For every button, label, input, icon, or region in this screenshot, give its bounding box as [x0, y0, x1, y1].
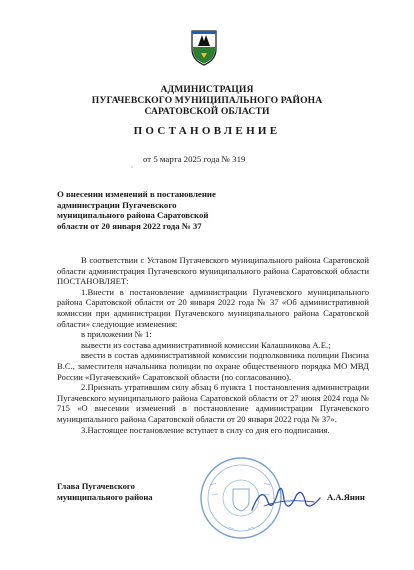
handwritten-signature [244, 480, 334, 520]
body-paragraph: 3.Настоящее постановление вступает в силу со дня его подписания. [81, 424, 330, 435]
subject-line: муниципального района Саратовской [57, 210, 209, 220]
subject-line: О внесении изменений в постановление [57, 189, 216, 199]
body-paragraph: в приложении № 1: [81, 329, 152, 340]
body-paragraph: ввести в состав административной комиссии подполковника полиции Писина В.С., заместителя начальника полиции по охране общественного порядка МО МВД России «Пугачевский» Саратовской области (по согласованию). [57, 350, 369, 382]
subject-line: области от 20 января 2022 года № 37 [57, 220, 202, 231]
signatory-position-line: муниципального района [57, 491, 153, 502]
signatory-position-line: Глава Пугачевского [57, 481, 135, 491]
header-line-2: ПУГАЧЕВСКОГО МУНИЦИПАЛЬНОГО РАЙОНА [91, 95, 323, 106]
subject-line: администрации Пугачевского [57, 199, 177, 210]
coat-of-arms-emblem-icon [189, 27, 219, 67]
body-paragraph: 1.Внести в постановление администрации Пугачевского муниципального района Саратовской области от 20 января 2022 года № 37 «Об административной комиссии при администрации Пугачевского муниципального района Саратовской области» следующие изменения: [57, 286, 369, 329]
header-line-1: АДМИНИСТРАЦИЯ [160, 84, 254, 95]
signatory-name: А.А.Янин [327, 492, 365, 502]
signatory-position [57, 481, 153, 502]
body-paragraph: вывести из состава административной комиссии Калашникова А.Е.; [81, 339, 331, 350]
body-paragraph: В соответствии с Уставом Пугачевского муниципального района Саратовской области администрация Пугачевского муниципального района Саратовской области ПОСТАНОВЛЯЕТ: [57, 255, 369, 287]
body-paragraph: 2.Признать утратившим силу абзац 6 пункта 1 постановления администрации Пугачевского муниципального района Саратовской области от 27 июня 2024 года № 715 «О внесении изменений в постановление администрации Пугачевского муниципального района Саратовской области от 20 января 2022 года № 37». [57, 382, 369, 424]
document-date-number: от 5 марта 2025 года № 319 [143, 154, 246, 164]
document-body [57, 255, 369, 435]
page-mark: ˇ [131, 167, 133, 173]
document-title: ПОСТАНОВЛЕНИЕ [133, 125, 281, 137]
header-line-3: САРАТОВСКОЙ ОБЛАСТИ [144, 106, 270, 117]
document-subject [57, 189, 216, 231]
